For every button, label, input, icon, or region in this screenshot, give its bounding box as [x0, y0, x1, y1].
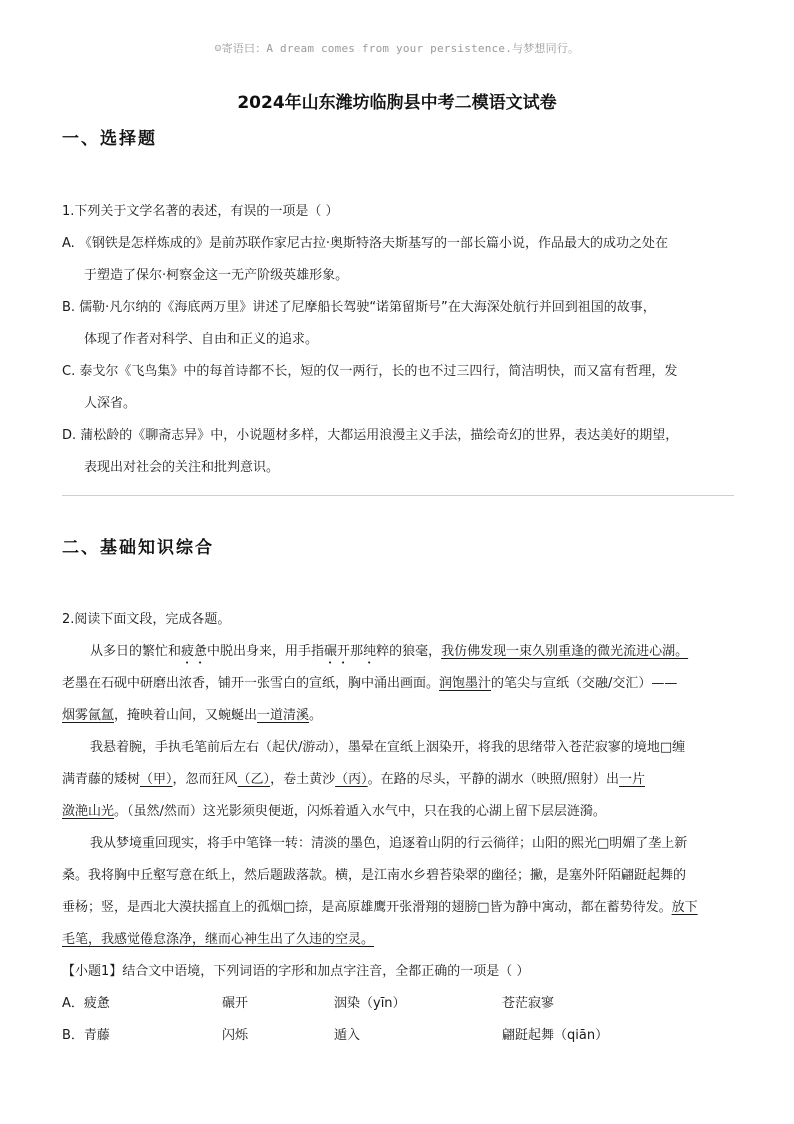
option-cell: B．青藤	[62, 1028, 110, 1043]
text-run: ，卷土黄沙	[270, 772, 336, 787]
sub-question-1-option-b[interactable]	[62, 1020, 734, 1052]
section-divider	[62, 495, 734, 496]
text-run: 中脱出身来，用手指	[207, 644, 325, 659]
dotted-word: 纯	[363, 644, 377, 659]
option-cell: 遁入	[334, 1028, 361, 1043]
text-run: 老墨在石砚中研磨出浓香，铺开一张雪白的宣纸，胸中涌出画面。	[62, 676, 440, 691]
option-cell: 洇染（yīn）	[334, 996, 406, 1011]
passage-para-1-line-3	[62, 700, 734, 732]
sub-question-1-stem: 【小题1】结合文中语境，下列词语的字形和加点字注音，全都正确的一项是（ ）	[62, 964, 530, 979]
text-run: 。在路的尽头，平静的湖水（映照/照射）出	[367, 772, 619, 787]
option-c-line-1: C. 泰戈尔《飞鸟集》中的每首诗都不长，短的仅一两行，长的也不过三四行，简洁明快，而又富有哲理，发	[62, 364, 678, 379]
text-run: 。	[309, 708, 323, 723]
question-2	[62, 604, 734, 1052]
option-cell: 苍茫寂寥	[502, 996, 555, 1011]
underlined-sentence: 毛笔，我感觉倦怠涤净，继而心神生出了久违的空灵。	[62, 932, 375, 947]
option-cell: 闪烁	[222, 1028, 249, 1043]
underlined-phrase: 一片	[618, 772, 645, 787]
underlined-sentence: 我仿佛发现一束久别重逢的微光流进心湖。	[441, 644, 689, 659]
option-c[interactable]	[62, 356, 734, 420]
passage-para-3-line-4	[62, 924, 734, 956]
option-b-line-2: 体现了作者对科学、自由和正义的追求。	[84, 332, 319, 347]
passage-para-3-line-3	[62, 892, 734, 924]
option-b-line-1: B. 儒勒·凡尔纳的《海底两万里》讲述了尼摩船长驾驶“诺第留斯号”在大海深处航行并回到祖国的故事，	[62, 300, 656, 315]
passage-para-2-line-2	[62, 764, 734, 796]
text-run: ，掩映着山间，又蜿蜒出	[114, 708, 258, 723]
question-1	[62, 196, 734, 484]
underlined-phrase: 放下	[671, 900, 698, 915]
header-motto: ☺寄语曰：A dream comes from your persistence.与梦想同行。	[214, 42, 580, 55]
underlined-phrase: 潋滟山光	[62, 804, 115, 819]
text-run: 从多日的繁忙和	[90, 644, 182, 659]
option-d-line-2: 表现出对社会的关注和批判意识。	[84, 460, 280, 475]
text-run: 的笔尖与宣纸（交融/交汇）——	[491, 676, 678, 691]
option-a-line-1: A. 《钢铁是怎样炼成的》是前苏联作家尼古拉·奥斯特洛夫斯基写的一部长篇小说，作品最大的成功之处在	[62, 236, 669, 251]
underlined-phrase: 润饱墨汁	[439, 676, 492, 691]
passage-para-2-line-3	[62, 796, 734, 828]
dotted-word: 碾开	[324, 644, 351, 659]
option-c-line-2: 人深省。	[84, 396, 137, 411]
passage-para-3-line-2: 桑。我将胸中丘壑写意在纸上，然后题跋落款。横，是江南水乡碧苔染翠的幽径；撇，是塞外阡陌翩跹起舞的	[62, 868, 687, 883]
text-run: 垂杨；竖，是西北大漠扶摇直上的孤烟□捺，是高原雄鹰开张滑翔的翅膀□皆为静中寓动，都在蓄势待发。	[62, 900, 672, 915]
passage-para-3-line-1: 我从梦境重回现实，将手中笔锋一转：清淡的墨色，追逐着山阴的行云徜徉；山阳的熙光□明媚了垄上新	[90, 836, 688, 851]
option-a[interactable]	[62, 228, 734, 292]
text-run: 那	[350, 644, 364, 659]
underlined-phrase: 烟雾氤氲	[62, 708, 115, 723]
text-run: 粹的狼毫，	[376, 644, 442, 659]
blank-yi[interactable]: （乙）	[237, 772, 271, 787]
sub-question-1-option-a[interactable]	[62, 988, 734, 1020]
option-b[interactable]	[62, 292, 734, 356]
passage-para-2-line-1: 我悬着腕，手执毛笔前后左右（起伏/游动），墨晕在宣纸上洇染开，将我的思绪带入苍茫寂寥的境地□缠	[90, 740, 686, 755]
text-run: 满青藤的矮树	[62, 772, 141, 787]
blank-bing[interactable]: （丙）	[335, 772, 368, 787]
option-a-line-2: 于塑造了保尔·柯察金这一无产阶级英雄形象。	[84, 268, 349, 283]
underlined-phrase: 一道清溪	[257, 708, 310, 723]
passage-para-1-line-2	[62, 668, 734, 700]
section-heading-choice: 一、选择题	[62, 129, 157, 149]
text-run: 。（虽然/然而）这光影须臾便逝，闪烁着遁入水气中，只在我的心湖上留下层层涟漪。	[114, 804, 606, 819]
text-run: ，忽而狂风	[172, 772, 238, 787]
question-2-stem: 2.阅读下面文段，完成各题。	[62, 612, 231, 627]
option-cell: A．疲惫	[62, 996, 110, 1011]
page-title: 2024年山东潍坊临朐县中考二模语文试卷	[237, 93, 557, 113]
question-1-stem: 1.下列关于文学名著的表述，有误的一项是（ ）	[62, 204, 339, 219]
passage-para-1-line-1	[62, 636, 734, 668]
section-heading-basic: 二、基础知识综合	[62, 538, 214, 558]
option-d[interactable]	[62, 420, 734, 484]
blank-jia[interactable]: （甲）	[140, 772, 173, 787]
option-cell: 碾开	[222, 996, 249, 1011]
option-d-line-1: D. 蒲松龄的《聊斋志异》中，小说题材多样，大都运用浪漫主义手法，描绘奇幻的世界，表达美好的期望，	[62, 428, 679, 443]
dotted-word: 疲惫	[181, 644, 208, 659]
option-cell: 翩跹起舞（qiān）	[502, 1028, 609, 1043]
